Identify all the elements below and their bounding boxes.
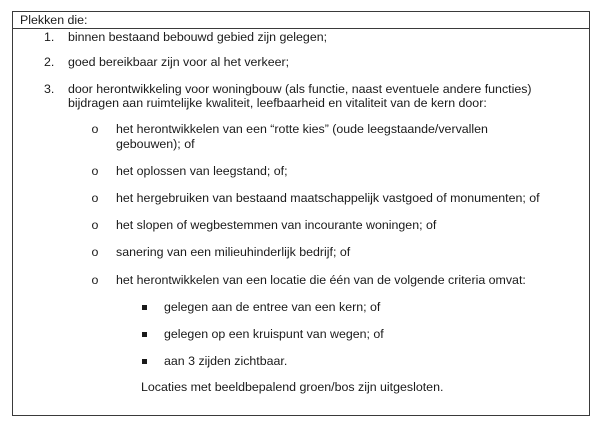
- sub-item-marker: o: [91, 122, 99, 136]
- item-text-3-line2: bijdragen aan ruimtelijke kwaliteit, leefbaarheid en vitaliteit van de kern door:: [68, 96, 487, 110]
- square-bullet-icon: [142, 305, 147, 310]
- criteria-2: gelegen op een kruispunt van wegen; of: [164, 327, 384, 341]
- sub-item-marker: o: [91, 245, 99, 259]
- sub-item-4: het slopen of wegbestemmen van incourante woningen; of: [116, 218, 437, 232]
- sub-item-marker: o: [91, 191, 99, 205]
- table-header: [13, 12, 589, 29]
- criteria-1: gelegen aan de entree van een kern; of: [164, 300, 381, 314]
- square-bullet-icon: [142, 332, 147, 337]
- sub-item-3: het hergebruiken van bestaand maatschappelijk vastgoed of monumenten; of: [116, 191, 540, 205]
- square-bullet-icon: [142, 359, 147, 364]
- sub-item-2: het oplossen van leegstand; of;: [116, 164, 288, 178]
- criteria-table: [12, 11, 590, 416]
- sub-item-marker: o: [91, 218, 99, 232]
- sub-item-5: sanering van een milieuhinderlijk bedrijf; of: [116, 245, 351, 259]
- item-text-3-line1: door herontwikkeling voor woningbouw (als functie, naast eventuele andere functies): [68, 82, 532, 96]
- item-number-1: 1.: [44, 30, 55, 44]
- item-number-3: 3.: [44, 82, 55, 96]
- sub-item-marker: o: [91, 164, 99, 178]
- sub-item-1-line2: gebouwen); of: [116, 137, 195, 151]
- item-text-1: binnen bestaand bebouwd gebied zijn gelegen;: [68, 30, 328, 44]
- sub-item-1-line1: het herontwikkelen van een “rotte kies” (oude leegstaande/vervallen: [116, 122, 488, 136]
- sub-item-6: het herontwikkelen van een locatie die één van de volgende criteria omvat:: [116, 273, 526, 287]
- item-number-2: 2.: [44, 55, 55, 69]
- table-title: Plekken die:: [20, 13, 88, 27]
- sub-item-marker: o: [91, 273, 99, 287]
- criteria-3: aan 3 zijden zichtbaar.: [164, 354, 288, 368]
- item-text-2: goed bereikbaar zijn voor al het verkeer;: [68, 55, 290, 69]
- exclusion-note: Locaties met beeldbepalend groen/bos zijn uitgesloten.: [141, 380, 444, 394]
